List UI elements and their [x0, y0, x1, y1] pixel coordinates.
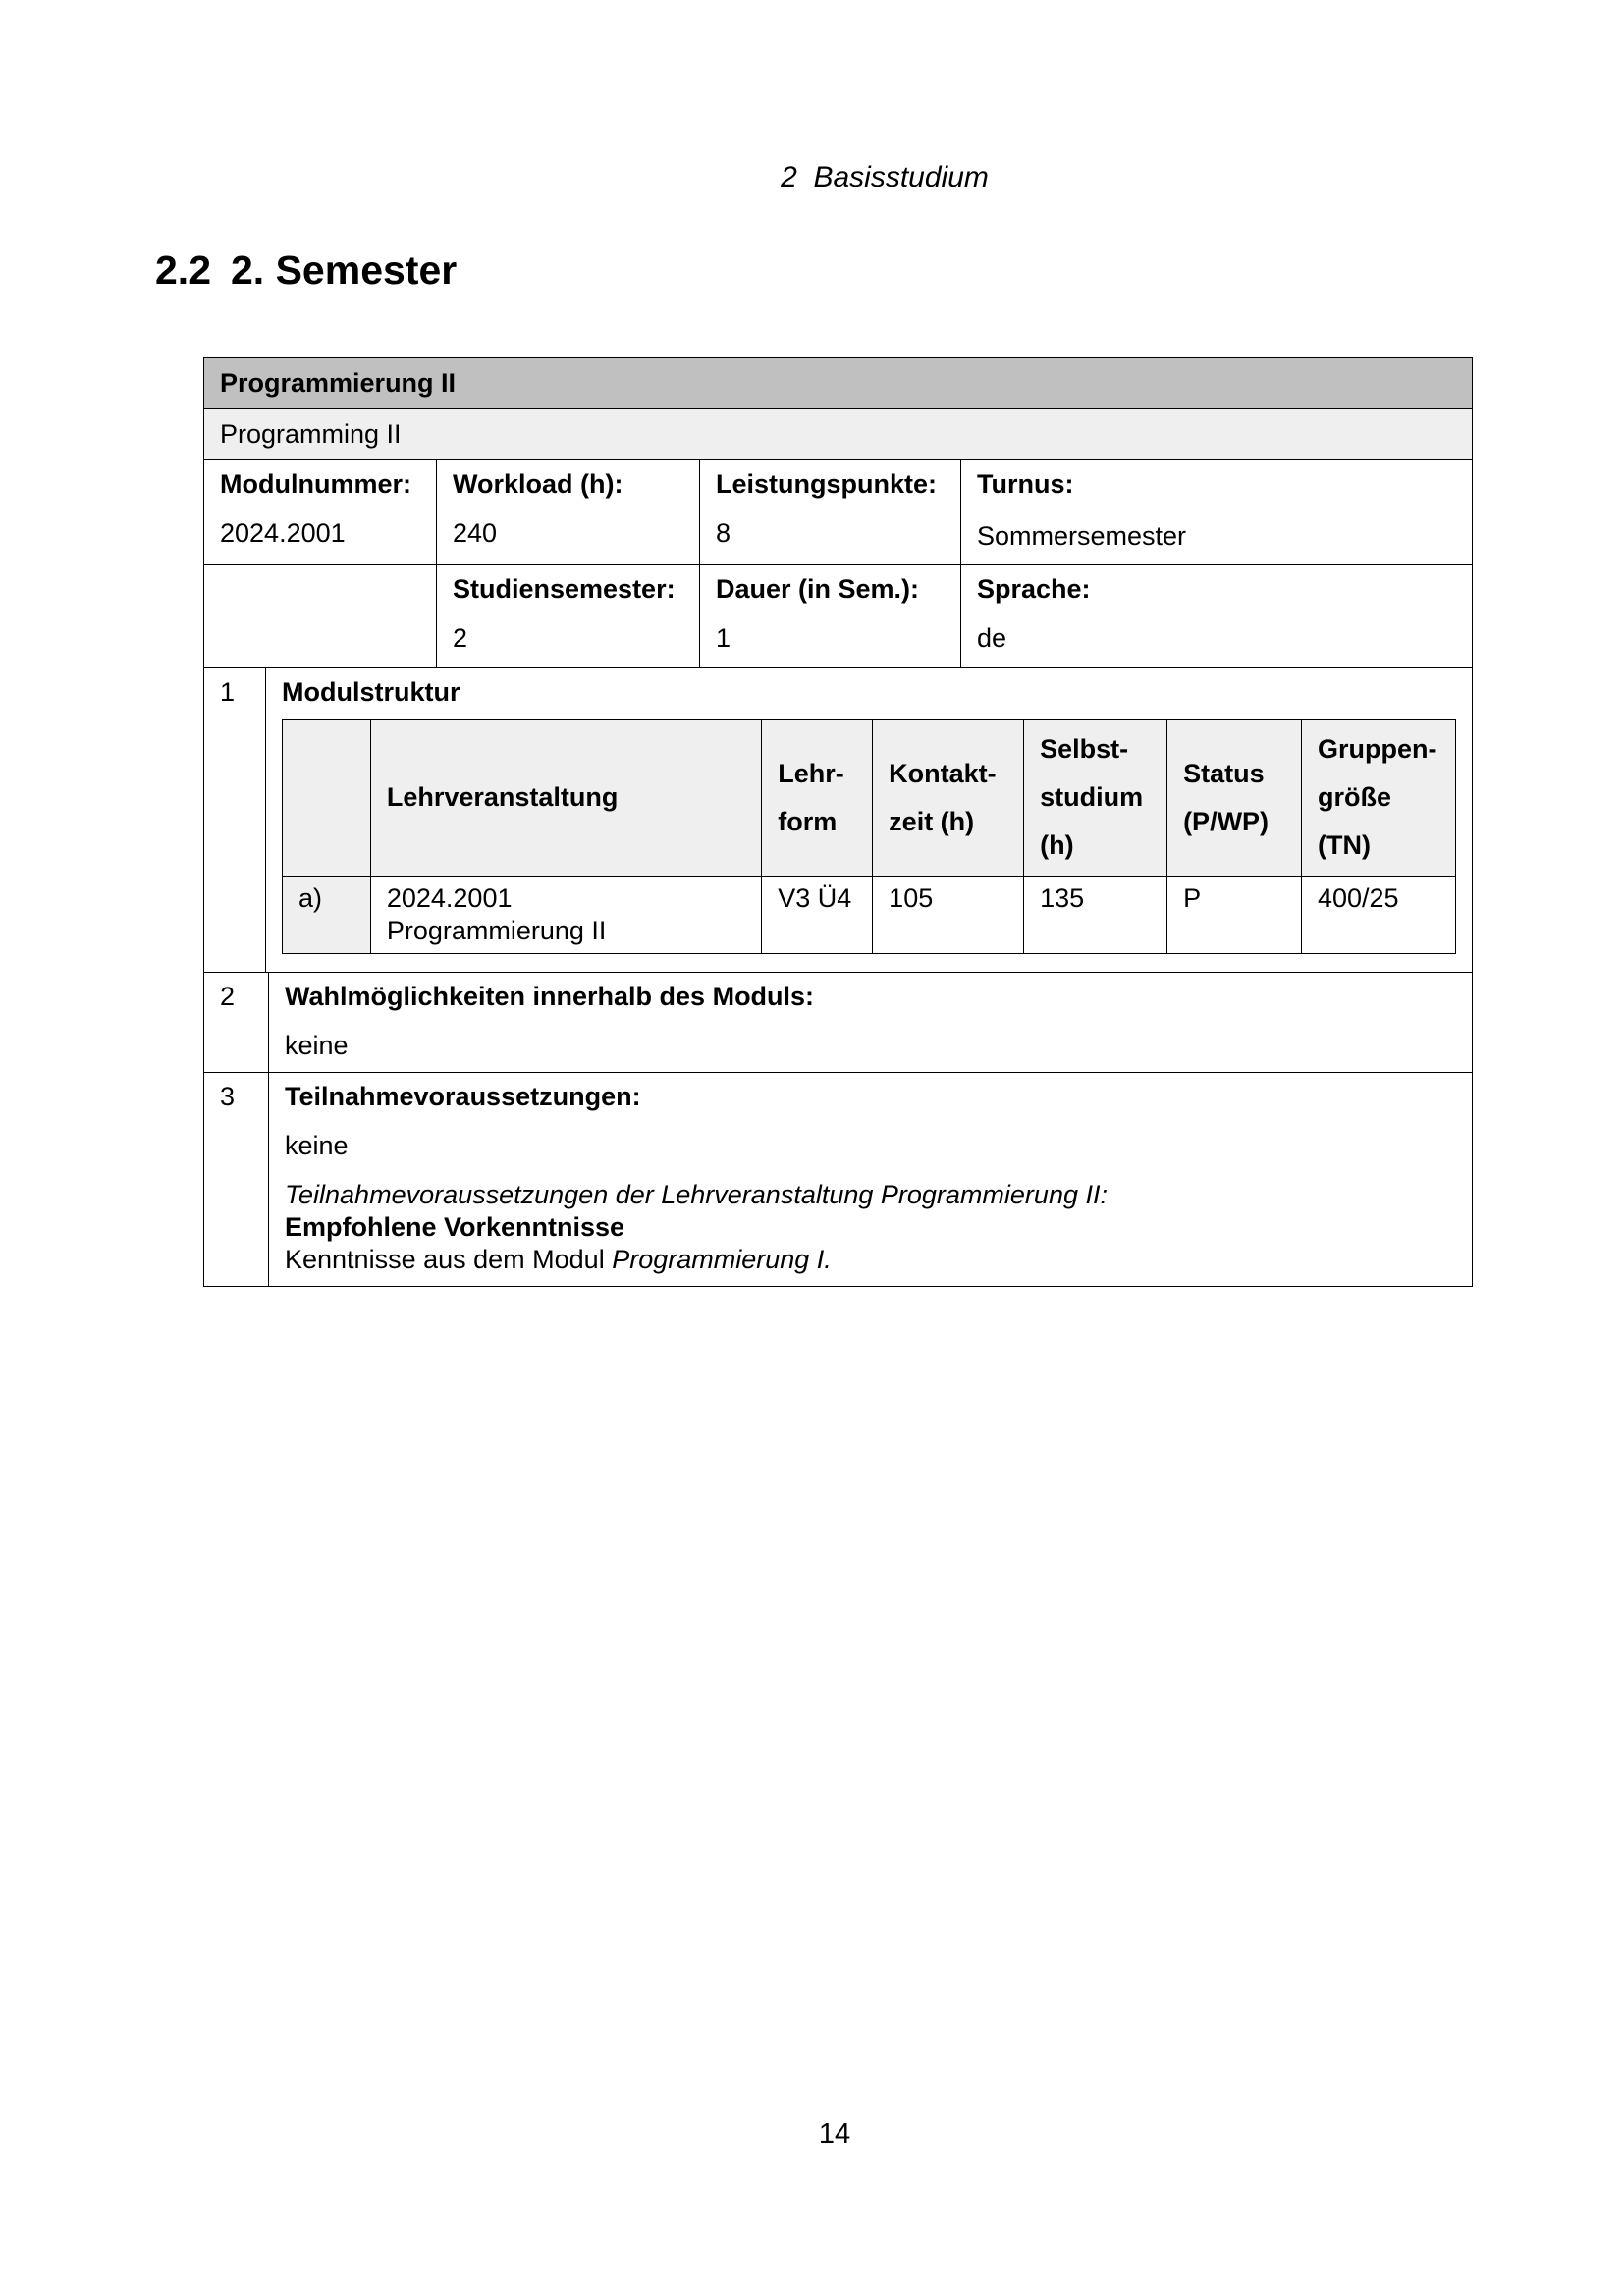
meta-label: Sprache: [977, 574, 1091, 604]
meta-value: 2 [453, 623, 468, 653]
row-number: 1 [220, 677, 236, 707]
header-kontaktzeit: Kontakt- zeit (h) [873, 720, 1024, 877]
meta-row-2 [204, 564, 1472, 667]
meta-label: Modulnummer: [220, 469, 411, 499]
row-number: 3 [220, 1082, 236, 1111]
recommend-line [285, 1244, 1456, 1276]
meta-value: Sommersemester [977, 521, 1187, 551]
meta-studiensemester [436, 565, 699, 667]
course-name: Programmierung II [386, 916, 607, 945]
row-number: 2 [220, 982, 236, 1011]
teilnahme-row [204, 1072, 1472, 1286]
header-lehrveranstaltung: Lehrveranstaltung [370, 720, 761, 877]
header-marker [283, 720, 371, 877]
module-table [203, 357, 1473, 1287]
kontaktzeit-value: 105 [873, 877, 1024, 954]
wahl-value: keine [285, 1031, 349, 1060]
recommend-heading: Empfohlene Vorkenntnisse [285, 1212, 625, 1242]
structure-row [204, 667, 1472, 972]
meta-sprache [960, 565, 1472, 667]
structure-heading: Modulstruktur [282, 677, 460, 707]
teilnahme-heading: Teilnahmevoraussetzungen: [285, 1082, 641, 1111]
meta-label: Leistungspunkte: [716, 469, 938, 499]
table-row [283, 877, 1456, 954]
meta-value: 240 [453, 518, 498, 548]
meta-modulnummer [204, 460, 436, 564]
module-title: Programmierung II [220, 368, 457, 398]
gruppengroesse-value: 400/25 [1301, 877, 1455, 954]
meta-row-1 [204, 459, 1472, 564]
meta-empty [204, 565, 436, 667]
section-heading: 2. Semester [231, 247, 458, 293]
page-number: 14 [818, 2118, 851, 2150]
wahl-heading: Wahlmöglichkeiten innerhalb des Moduls: [285, 982, 815, 1011]
meta-turnus [960, 460, 1472, 564]
structure-header-row [283, 720, 1456, 877]
header-status: Status (P/WP) [1167, 720, 1302, 877]
status-value: P [1167, 877, 1302, 954]
wahl-row [204, 972, 1472, 1072]
meta-value: 8 [716, 518, 731, 548]
module-title-row [204, 358, 1472, 408]
teilnahme-content [268, 1073, 1472, 1286]
running-head [0, 161, 1624, 194]
recommend-module: Programmierung I. [612, 1245, 832, 1274]
selbststudium-value: 135 [1024, 877, 1167, 954]
header-gruppengroesse: Gruppen- größe (TN) [1301, 720, 1455, 877]
header-selbststudium: Selbst- studium (h) [1024, 720, 1167, 877]
recommend-text: Kenntnisse aus dem Modul [285, 1245, 605, 1274]
section-number: 2.2 [155, 247, 211, 293]
header-lehrform: Lehr- form [762, 720, 873, 877]
meta-leistungspunkte [699, 460, 960, 564]
meta-workload [436, 460, 699, 564]
meta-label: Dauer (in Sem.): [716, 574, 920, 604]
course-cell [370, 877, 761, 954]
meta-value: de [977, 623, 1007, 653]
meta-label: Workload (h): [453, 469, 623, 499]
section-title [155, 247, 457, 294]
structure-table [282, 719, 1456, 954]
meta-value: 2024.2001 [220, 518, 346, 548]
module-subtitle-row [204, 408, 1472, 459]
teilnahme-note: Teilnahmevoraussetzungen der Lehrveranstaltung Programmierung II: [285, 1180, 1108, 1209]
row-marker: a) [283, 877, 371, 954]
chapter-number: 2 [781, 161, 797, 193]
meta-value: 1 [716, 623, 731, 653]
meta-label: Studiensemester: [453, 574, 676, 604]
module-subtitle: Programming II [220, 419, 402, 449]
chapter-title: Basisstudium [813, 161, 989, 193]
wahl-content [268, 973, 1472, 1072]
meta-dauer [699, 565, 960, 667]
course-number: 2024.2001 [386, 883, 513, 913]
lehrform-value: V3 Ü4 [762, 877, 873, 954]
teilnahme-value: keine [285, 1131, 349, 1160]
meta-label: Turnus: [977, 469, 1074, 499]
structure-content [265, 668, 1472, 972]
